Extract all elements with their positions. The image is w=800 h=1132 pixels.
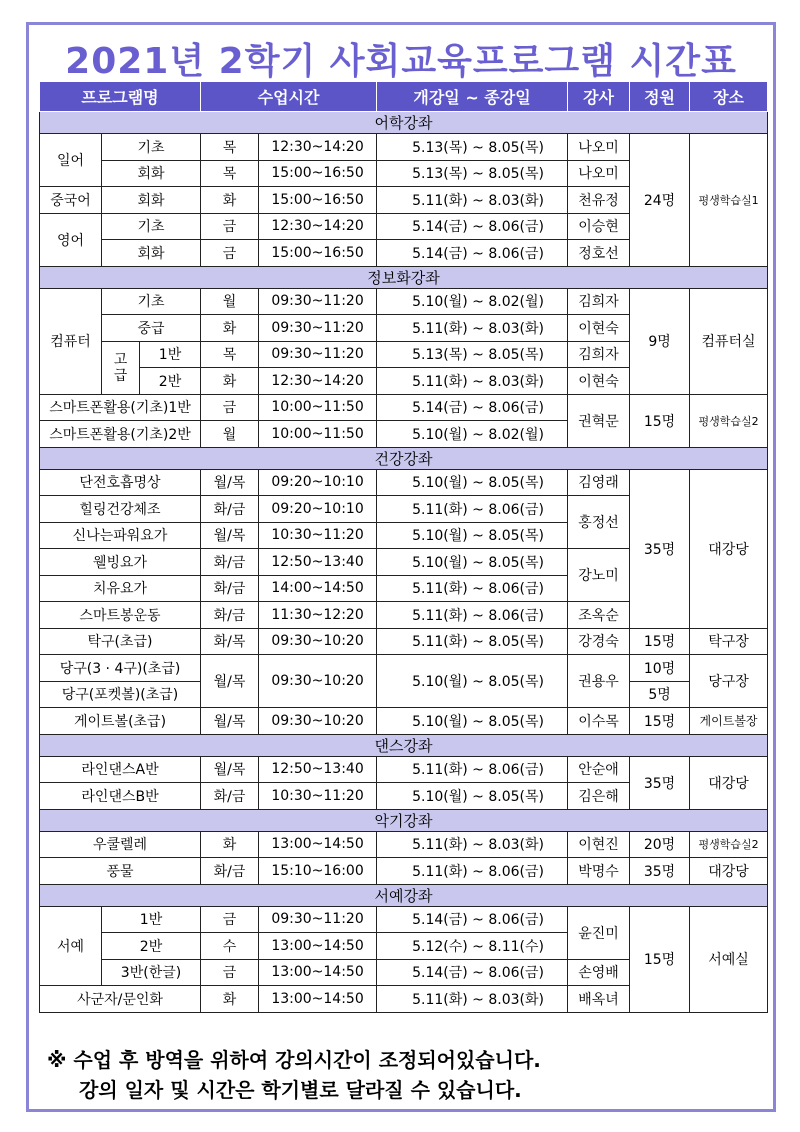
cell-time: 09:20~10:10	[259, 496, 377, 523]
cell-time: 10:30~11:20	[259, 522, 377, 549]
cell-day: 화/금	[201, 783, 259, 810]
cell-day: 금	[201, 394, 259, 421]
cell-level: 회화	[102, 187, 201, 214]
cell-dates: 5.13(목) ~ 8.05(목)	[377, 160, 568, 187]
cell-day: 화/금	[201, 602, 259, 629]
cell-program: 단전호흡명상	[40, 469, 201, 496]
footnote-line-2: 강의 일자 및 시간은 학기별로 달라질 수 있습니다.	[79, 1078, 522, 1102]
cell-dates: 5.14(금) ~ 8.06(금)	[377, 959, 568, 986]
cell-time: 12:50~13:40	[259, 549, 377, 576]
cell-time: 09:30~10:20	[259, 708, 377, 735]
cell-place: 당구장	[690, 655, 768, 708]
table-row	[40, 756, 768, 783]
cell-place: 탁구장	[690, 628, 768, 655]
cell-place: 대강당	[690, 858, 768, 885]
cell-capacity: 15명	[630, 906, 690, 1012]
section-language: 어학강좌	[40, 112, 768, 134]
cell-capacity: 20명	[630, 831, 690, 858]
cell-level: 기초	[102, 213, 201, 240]
table-row	[40, 858, 768, 885]
cell-day: 화	[201, 315, 259, 342]
cell-level: 기초	[102, 134, 201, 161]
cell-teacher: 김영래	[568, 469, 630, 496]
col-header-teacher: 강사	[568, 82, 630, 112]
cell-day: 화/금	[201, 549, 259, 576]
cell-place: 평생학습실1	[690, 134, 768, 267]
cell-day: 월	[201, 421, 259, 448]
cell-dates: 5.11(화) ~ 8.03(화)	[377, 315, 568, 342]
cell-day: 화	[201, 831, 259, 858]
cell-capacity: 24명	[630, 134, 690, 267]
cell-dates: 5.10(월) ~ 8.02(월)	[377, 288, 568, 315]
cell-level: 2반	[140, 368, 201, 395]
cell-time: 09:30~11:20	[259, 315, 377, 342]
cell-place: 서예실	[690, 906, 768, 1012]
cell-day: 화	[201, 187, 259, 214]
cell-teacher: 강경숙	[568, 628, 630, 655]
col-header-capacity: 정원	[630, 82, 690, 112]
cell-time: 15:10~16:00	[259, 858, 377, 885]
cell-time: 09:30~10:20	[259, 628, 377, 655]
cell-day: 화/금	[201, 496, 259, 523]
table-row	[40, 708, 768, 735]
cell-capacity: 35명	[630, 469, 690, 628]
cell-day: 금	[201, 240, 259, 267]
cell-teacher: 윤진미	[568, 906, 630, 959]
cell-day: 금	[201, 213, 259, 240]
cell-program: 신나는파워요가	[40, 522, 201, 549]
cell-day: 화/금	[201, 575, 259, 602]
col-header-time: 수업시간	[201, 82, 377, 112]
cell-day: 금	[201, 959, 259, 986]
cell-teacher: 강노미	[568, 549, 630, 602]
cell-time: 12:50~13:40	[259, 756, 377, 783]
cell-program: 스마트폰활용(기초)1반	[40, 394, 201, 421]
cell-dates: 5.10(월) ~ 8.05(목)	[377, 708, 568, 735]
cell-advanced-group: 고급	[102, 341, 140, 394]
cell-teacher: 권혁문	[568, 394, 630, 447]
cell-teacher: 홍정선	[568, 496, 630, 549]
cell-program: 스마트봉운동	[40, 602, 201, 629]
cell-capacity: 15명	[630, 708, 690, 735]
cell-capacity: 5명	[630, 681, 690, 708]
section-info: 정보화강좌	[40, 266, 768, 288]
cell-capacity: 35명	[630, 858, 690, 885]
cell-dates: 5.11(화) ~ 8.03(화)	[377, 986, 568, 1013]
cell-program: 탁구(초급)	[40, 628, 201, 655]
cell-capacity: 15명	[630, 394, 690, 447]
cell-dates: 5.14(금) ~ 8.06(금)	[377, 394, 568, 421]
cell-teacher: 정호선	[568, 240, 630, 267]
cell-teacher: 이현숙	[568, 315, 630, 342]
table-row	[40, 655, 768, 682]
cell-dates: 5.14(금) ~ 8.06(금)	[377, 906, 568, 933]
cell-program: 치유요가	[40, 575, 201, 602]
cell-place: 컴퓨터실	[690, 288, 768, 394]
cell-program: 라인댄스B반	[40, 783, 201, 810]
cell-time: 09:30~11:20	[259, 288, 377, 315]
cell-level: 1반	[140, 341, 201, 368]
cell-teacher: 이수목	[568, 708, 630, 735]
cell-place: 대강당	[690, 756, 768, 809]
cell-time: 12:30~14:20	[259, 368, 377, 395]
cell-time: 09:30~10:20	[259, 655, 377, 708]
cell-teacher: 배옥녀	[568, 986, 630, 1013]
cell-category: 영어	[40, 213, 102, 266]
cell-time: 13:00~14:50	[259, 959, 377, 986]
cell-time: 13:00~14:50	[259, 986, 377, 1013]
cell-day: 목	[201, 160, 259, 187]
cell-teacher: 이현숙	[568, 368, 630, 395]
cell-dates: 5.14(금) ~ 8.06(금)	[377, 213, 568, 240]
cell-dates: 5.14(금) ~ 8.06(금)	[377, 240, 568, 267]
cell-teacher: 이승현	[568, 213, 630, 240]
cell-dates: 5.11(화) ~ 8.06(금)	[377, 496, 568, 523]
cell-time: 15:00~16:50	[259, 240, 377, 267]
cell-dates: 5.10(월) ~ 8.05(목)	[377, 469, 568, 496]
cell-time: 10:00~11:50	[259, 394, 377, 421]
col-header-place: 장소	[690, 82, 768, 112]
cell-time: 10:30~11:20	[259, 783, 377, 810]
cell-day: 화/금	[201, 858, 259, 885]
table-row	[40, 469, 768, 496]
cell-day: 월/목	[201, 469, 259, 496]
cell-time: 09:30~11:20	[259, 906, 377, 933]
table-row	[40, 288, 768, 315]
cell-level: 2반	[102, 933, 201, 960]
col-header-dates: 개강일 ~ 종강일	[377, 82, 568, 112]
cell-dates: 5.10(월) ~ 8.05(목)	[377, 783, 568, 810]
footnote-line-1: ※ 수업 후 방역을 위하여 강의시간이 조정되어있습니다.	[47, 1048, 541, 1072]
cell-day: 화/목	[201, 628, 259, 655]
cell-place: 평생학습실2	[690, 394, 768, 447]
cell-day: 수	[201, 933, 259, 960]
cell-time: 15:00~16:50	[259, 160, 377, 187]
cell-level: 중급	[102, 315, 201, 342]
cell-teacher: 김은해	[568, 783, 630, 810]
cell-program: 당구(포켓볼)(초급)	[40, 681, 201, 708]
cell-level: 회화	[102, 240, 201, 267]
cell-time: 10:00~11:50	[259, 421, 377, 448]
cell-teacher: 손영배	[568, 959, 630, 986]
page-title: 2021년 2학기 사회교육프로그램 시간표	[65, 41, 737, 82]
cell-capacity: 9명	[630, 288, 690, 394]
cell-time: 13:00~14:50	[259, 933, 377, 960]
table-row	[40, 831, 768, 858]
section-health: 건강강좌	[40, 447, 768, 469]
cell-program: 풍물	[40, 858, 201, 885]
cell-time: 12:30~14:20	[259, 134, 377, 161]
cell-time: 13:00~14:50	[259, 831, 377, 858]
cell-day: 월/목	[201, 522, 259, 549]
cell-program: 사군자/문인화	[40, 986, 201, 1013]
cell-teacher: 나오미	[568, 160, 630, 187]
header-row	[40, 82, 768, 112]
cell-capacity: 10명	[630, 655, 690, 682]
col-header-program: 프로그램명	[40, 82, 201, 112]
cell-program: 스마트폰활용(기초)2반	[40, 421, 201, 448]
cell-level: 기초	[102, 288, 201, 315]
cell-day: 목	[201, 134, 259, 161]
cell-day: 금	[201, 906, 259, 933]
cell-dates: 5.11(화) ~ 8.03(화)	[377, 187, 568, 214]
cell-dates: 5.11(화) ~ 8.05(목)	[377, 628, 568, 655]
table-row	[40, 906, 768, 933]
section-dance: 댄스강좌	[40, 734, 768, 756]
cell-category: 일어	[40, 134, 102, 187]
cell-time: 12:30~14:20	[259, 213, 377, 240]
cell-day: 월/목	[201, 756, 259, 783]
cell-time: 14:00~14:50	[259, 575, 377, 602]
cell-program: 힐링건강체조	[40, 496, 201, 523]
cell-level: 회화	[102, 160, 201, 187]
cell-place: 대강당	[690, 469, 768, 628]
cell-dates: 5.13(목) ~ 8.05(목)	[377, 341, 568, 368]
cell-day: 월/목	[201, 655, 259, 708]
cell-program: 게이트볼(초급)	[40, 708, 201, 735]
cell-time: 11:30~12:20	[259, 602, 377, 629]
table-row	[40, 394, 768, 421]
cell-time: 09:30~11:20	[259, 341, 377, 368]
cell-dates: 5.10(월) ~ 8.05(목)	[377, 655, 568, 708]
cell-day: 목	[201, 341, 259, 368]
footnote	[47, 1045, 541, 1105]
cell-day: 화	[201, 368, 259, 395]
table-row	[40, 628, 768, 655]
cell-category: 컴퓨터	[40, 288, 102, 394]
table-row	[40, 134, 768, 161]
cell-teacher: 김희자	[568, 341, 630, 368]
cell-dates: 5.11(화) ~ 8.06(금)	[377, 575, 568, 602]
cell-teacher: 이현진	[568, 831, 630, 858]
cell-teacher: 김희자	[568, 288, 630, 315]
timetable	[39, 81, 768, 1013]
cell-program: 당구(3 · 4구)(초급)	[40, 655, 201, 682]
cell-teacher: 나오미	[568, 134, 630, 161]
cell-program: 웰빙요가	[40, 549, 201, 576]
cell-day: 월	[201, 288, 259, 315]
cell-place: 게이트볼장	[690, 708, 768, 735]
cell-capacity: 15명	[630, 628, 690, 655]
cell-program: 라인댄스A반	[40, 756, 201, 783]
cell-dates: 5.10(월) ~ 8.05(목)	[377, 549, 568, 576]
cell-level: 1반	[102, 906, 201, 933]
cell-category: 중국어	[40, 187, 102, 214]
timetable-frame	[26, 22, 776, 1112]
section-calligraphy: 서예강좌	[40, 884, 768, 906]
cell-level: 3반(한글)	[102, 959, 201, 986]
cell-teacher: 안순애	[568, 756, 630, 783]
cell-capacity: 35명	[630, 756, 690, 809]
cell-dates: 5.11(화) ~ 8.03(화)	[377, 368, 568, 395]
cell-teacher: 권용우	[568, 655, 630, 708]
cell-dates: 5.11(화) ~ 8.03(화)	[377, 831, 568, 858]
cell-program: 우쿨렐레	[40, 831, 201, 858]
cell-place: 평생학습실2	[690, 831, 768, 858]
cell-dates: 5.10(월) ~ 8.05(목)	[377, 522, 568, 549]
cell-teacher: 박명수	[568, 858, 630, 885]
cell-time: 15:00~16:50	[259, 187, 377, 214]
cell-dates: 5.11(화) ~ 8.06(금)	[377, 756, 568, 783]
cell-dates: 5.12(수) ~ 8.11(수)	[377, 933, 568, 960]
cell-dates: 5.11(화) ~ 8.06(금)	[377, 602, 568, 629]
cell-teacher: 천유정	[568, 187, 630, 214]
cell-teacher: 조옥순	[568, 602, 630, 629]
cell-dates: 5.11(화) ~ 8.06(금)	[377, 858, 568, 885]
cell-dates: 5.13(목) ~ 8.05(목)	[377, 134, 568, 161]
section-music: 악기강좌	[40, 809, 768, 831]
cell-day: 화	[201, 986, 259, 1013]
cell-time: 09:20~10:10	[259, 469, 377, 496]
cell-day: 월/목	[201, 708, 259, 735]
cell-category: 서예	[40, 906, 102, 986]
cell-dates: 5.10(월) ~ 8.02(월)	[377, 421, 568, 448]
